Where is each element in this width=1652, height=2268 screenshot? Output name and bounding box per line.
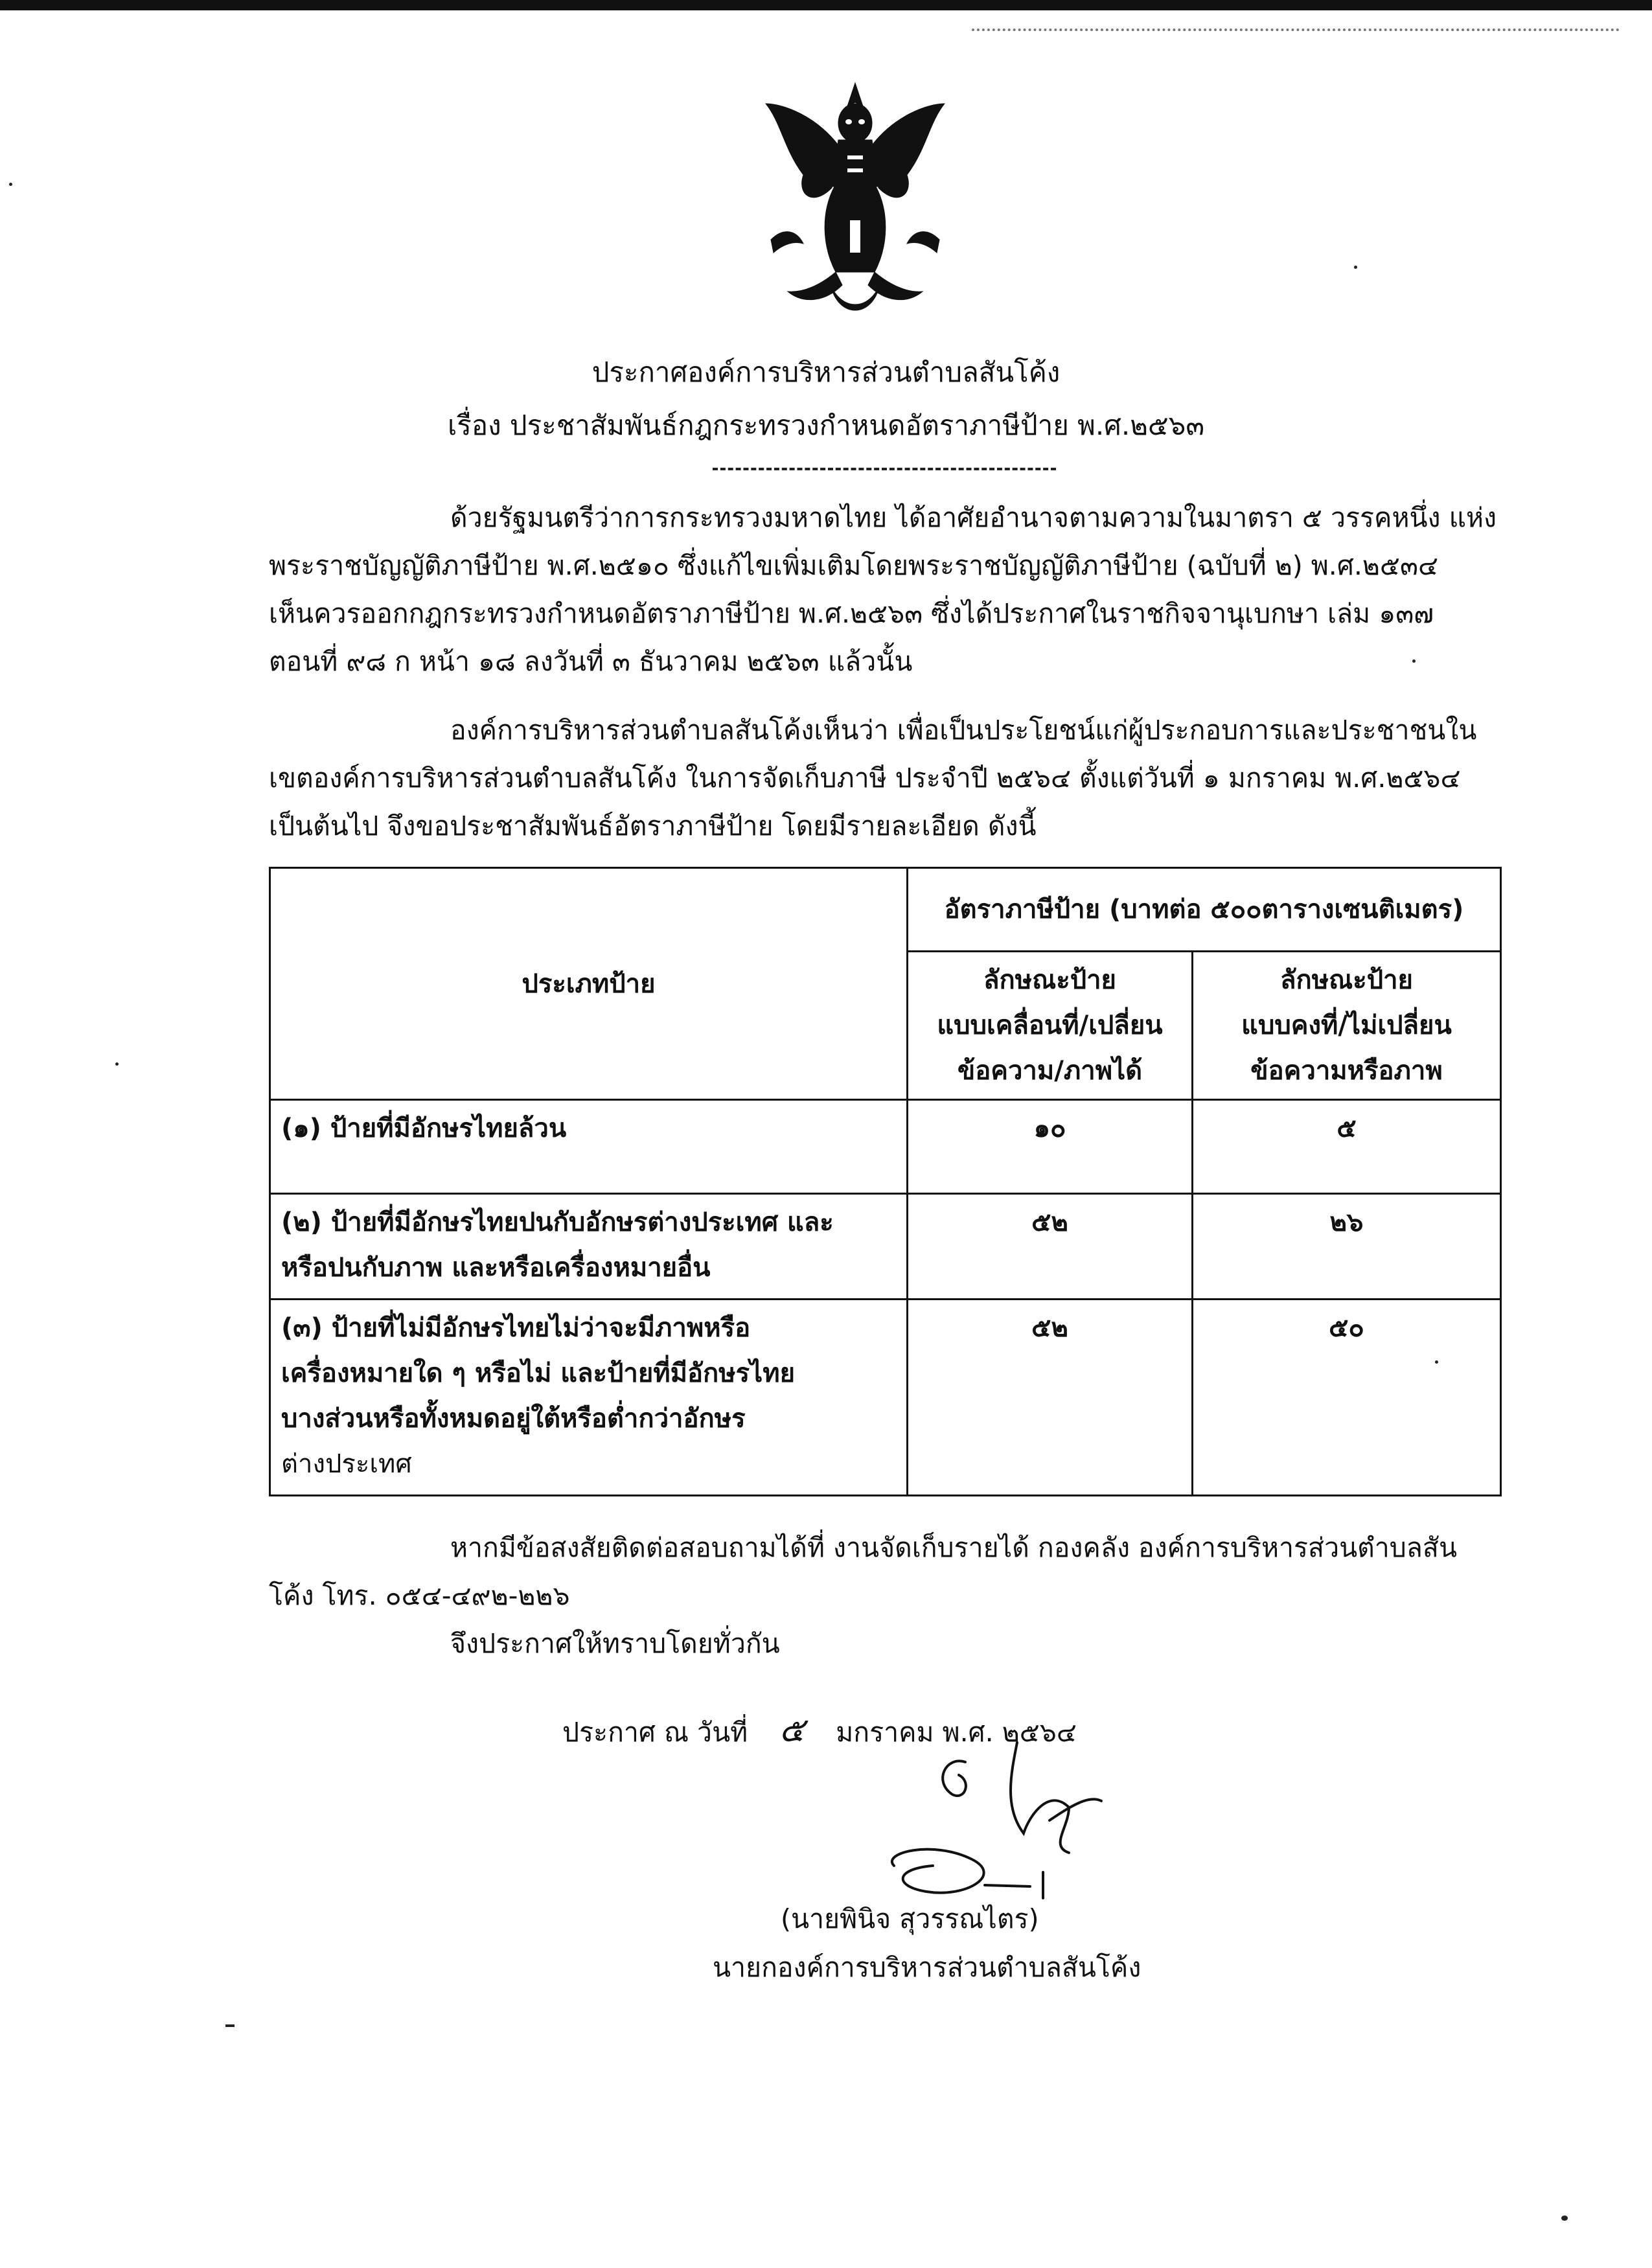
header-line: ข้อความหรือภาพ	[1250, 1056, 1443, 1086]
header-moving-sign	[908, 952, 1193, 1100]
paragraph-contact	[269, 1524, 1500, 1620]
label-line: (๓) ป้ายที่ไม่มีอักษรไทยไม่ว่าจะมีภาพหรือ	[281, 1313, 751, 1343]
sign-tax-rate-table	[269, 867, 1502, 1496]
header-line: แบบเคลื่อนที่/เปลี่ยน	[937, 1011, 1163, 1040]
document-subject: เรื่อง ประชาสัมพันธ์กฎกระทรวงกำหนดอัตราภาษีป้าย พ.ศ.๒๕๖๓	[447, 409, 1205, 441]
scan-speck	[115, 1062, 119, 1066]
rate-fixed: ๕	[1193, 1100, 1501, 1194]
table-row	[270, 1194, 1501, 1300]
rate-fixed: ๒๖	[1193, 1194, 1501, 1300]
label-line: (๒) ป้ายที่มีอักษรไทยปนกับอักษรต่างประเทศ และ	[281, 1208, 834, 1237]
header-line: ข้อความ/ภาพได้	[957, 1056, 1143, 1086]
text-line: เขตองค์การบริหารส่วนตำบลสันโค้ง ในการจัดเก็บภาษี ประจำปี ๒๕๖๔ ตั้งแต่วันที่ ๑ มกราคม พ.ศ.๒๕๖๔	[269, 762, 1461, 794]
rate-fixed: ๕๐	[1193, 1300, 1501, 1496]
row-label	[270, 1100, 908, 1194]
label-line: (๑) ป้ายที่มีอักษรไทยล้วน	[281, 1114, 567, 1143]
scan-speck	[9, 183, 12, 186]
paragraph-intro	[269, 494, 1500, 685]
label-line: เครื่องหมายใด ๆ หรือไม่ และป้ายที่มีอักษรไทย	[281, 1358, 796, 1388]
text-line: หากมีข้อสงสัยติดต่อสอบถามได้ที่ งานจัดเก็บรายได้ กองคลัง องค์การบริหารส่วนตำบลสัน	[450, 1532, 1457, 1563]
date-suffix: มกราคม พ.ศ. ๒๕๖๔	[836, 1717, 1077, 1748]
header-fixed-sign	[1193, 952, 1501, 1100]
text-line: โค้ง โทร. ๐๕๔-๔๙๒-๒๒๖	[269, 1580, 570, 1611]
header-tax-rate: อัตราภาษีป้าย (บาทต่อ ๕๐๐ตารางเซนติเมตร)	[908, 868, 1501, 952]
text-line: ตอนที่ ๙๘ ก หน้า ๑๘ ลงวันที่ ๓ ธันวาคม ๒๕๖๓ แล้วนั้น	[269, 646, 913, 677]
row-label	[270, 1194, 908, 1300]
date-prefix: ประกาศ ณ วันที่	[562, 1717, 748, 1748]
title-divider	[713, 468, 1056, 470]
table-header-row	[270, 868, 1501, 952]
label-line: บางส่วนหรือทั้งหมดอยู่ใต้หรือต่ำกว่าอักษร	[281, 1404, 746, 1434]
garuda-emblem-icon	[758, 78, 952, 324]
rate-moving: ๑๐	[908, 1100, 1193, 1194]
rate-moving: ๕๒	[908, 1194, 1193, 1300]
label-line: ต่างประเทศ	[281, 1449, 412, 1479]
paragraph-closing	[269, 1620, 1500, 1667]
text-line: จึงประกาศให้ทราบโดยทั่วกัน	[450, 1628, 780, 1659]
header-line: ลักษณะป้าย	[983, 965, 1116, 995]
text-line: ด้วยรัฐมนตรีว่าการกระทรวงมหาดไทย ได้อาศัยอำนาจตามความในมาตรา ๕ วรรคหนึ่ง แห่ง	[450, 502, 1497, 533]
text-line: พระราชบัญญัติภาษีป้าย พ.ศ.๒๕๑๐ ซึ่งแก้ไขเพิ่มเติมโดยพระราชบัญญัติภาษีป้าย (ฉบับที่ ๒) พ.ศ.๒๕๓๔	[269, 550, 1439, 581]
table-row	[270, 1300, 1501, 1496]
scan-speck	[1354, 266, 1357, 269]
document-title: ประกาศองค์การบริหารส่วนตำบลสันโค้ง	[591, 356, 1061, 388]
text-line: องค์การบริหารส่วนตำบลสันโค้งเห็นว่า เพื่อเป็นประโยชน์แก่ผู้ประกอบการและประชาชนใน	[450, 715, 1477, 746]
date-day: ๕	[779, 1711, 805, 1750]
scan-top-edge	[0, 0, 1652, 10]
text-line: เห็นควรออกกฎกระทรวงกำหนดอัตราภาษีป้าย พ.ศ.๒๕๖๓ ซึ่งได้ประกาศในราชกิจจานุเบกษา เล่ม ๑๓๗	[269, 598, 1434, 629]
scan-speck	[1561, 2216, 1568, 2221]
scan-dotted-edge	[972, 29, 1620, 31]
label-line: หรือปนกับภาพ และหรือเครื่องหมายอื่น	[281, 1253, 711, 1283]
scan-speck	[225, 2024, 235, 2027]
rate-moving: ๕๒	[908, 1300, 1193, 1496]
header-line: ลักษณะป้าย	[1280, 965, 1413, 995]
signer-name: (นายพินิจ สุวรรณไตร)	[781, 1903, 1039, 1934]
header-sign-type: ประเภทป้าย	[270, 868, 908, 1100]
row-label	[270, 1300, 908, 1496]
paragraph-announcement	[269, 706, 1500, 850]
header-line: แบบคงที่/ไม่เปลี่ยน	[1241, 1011, 1452, 1040]
signer-position: นายกองค์การบริหารส่วนตำบลสันโค้ง	[713, 1952, 1141, 1983]
text-line: เป็นต้นไป จึงขอประชาสัมพันธ์อัตราภาษีป้าย โดยมีรายละเอียด ดังนี้	[269, 810, 1037, 842]
table-row	[270, 1100, 1501, 1194]
